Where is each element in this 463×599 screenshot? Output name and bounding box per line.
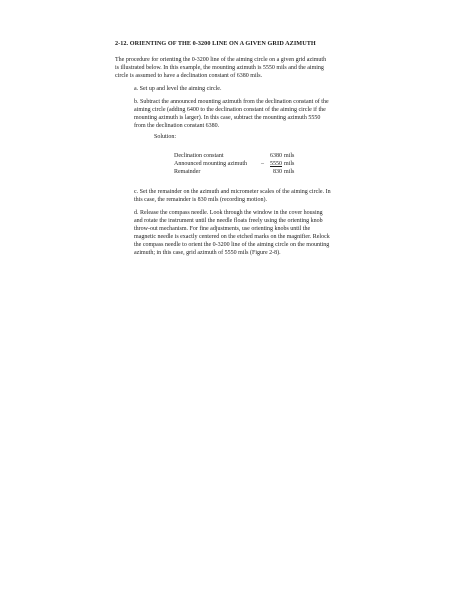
calculation-label: Remainder [174,169,201,176]
calculation-value: 6380 [270,153,282,159]
step-d-paragraph [134,209,330,258]
intro-paragraph [115,56,326,80]
calculation-value: 5550 [270,161,282,168]
step-c-line: c. Set the remainder on the azimuth and micrometer scales of the aiming circle. In [134,189,331,195]
step-a-line: a. Set up and level the aiming circle. [134,86,222,92]
calculation-unit: mils [284,153,295,159]
step-d-line: d. Release the compass needle. Look through the window in the cover housing [134,210,323,216]
calculation-row-declination [174,152,294,160]
calculation-unit: mils [284,169,295,176]
calculation-block [174,152,294,176]
step-d-line: throw-out mechanism. For fine adjustments, use orienting knobs until the [134,226,311,233]
step-b-paragraph [134,98,329,130]
step-b-line: from the declination constant 6380. [134,123,220,130]
step-a-paragraph [134,85,221,93]
intro-line: circle is assumed to have a declination constant of 6380 mils. [115,73,263,80]
step-d-line: magnetic needle is exactly centered on the etched marks on the magnifier. Relock [134,234,330,241]
step-b-line: aiming circle (adding 6400 to the declination constant of the aiming circle if the [134,107,326,114]
step-b-line: mounting azimuth is larger). In this case, subtract the mounting azimuth 5550 [134,115,321,122]
calculation-row-remainder [174,168,294,176]
step-d-line: azimuth; in this case, grid azimuth of 5550 mils (Figure 2-8). [134,250,281,257]
calculation-operator [256,152,265,160]
step-b-line: b. Subtract the announced mounting azimuth from the declination constant of the [134,99,329,105]
step-d-line: and rotate the instrument until the needle floats freely using the orienting knob [134,218,323,225]
calculation-operator: – [261,161,264,168]
step-c-paragraph [134,188,331,204]
intro-line: is illustrated below. In this example, the mounting azimuth is 5550 mils and the aiming [115,65,324,72]
calculation-label: Announced mounting azimuth [174,161,247,168]
calculation-operator [256,168,265,176]
calculation-value: 830 [273,169,282,176]
calculation-unit: mils [284,161,295,168]
intro-line: The procedure for orienting the 0-3200 line of the aiming circle on a given grid azimuth [115,57,327,63]
calculation-label: Declination constant [174,153,224,159]
solution-label: Solution: [154,134,177,140]
step-d-line: the compass needle to orient the 0-3200 line of the aiming circle on the mounting [134,242,330,249]
calculation-row-mounting-azimuth [174,160,294,168]
step-c-line: this case, the remainder is 830 mils (recording motion). [134,197,267,204]
section-heading: 2-12. ORIENTING OF THE 0-3200 LINE ON A GIVEN GRID AZIMUTH [115,40,316,47]
